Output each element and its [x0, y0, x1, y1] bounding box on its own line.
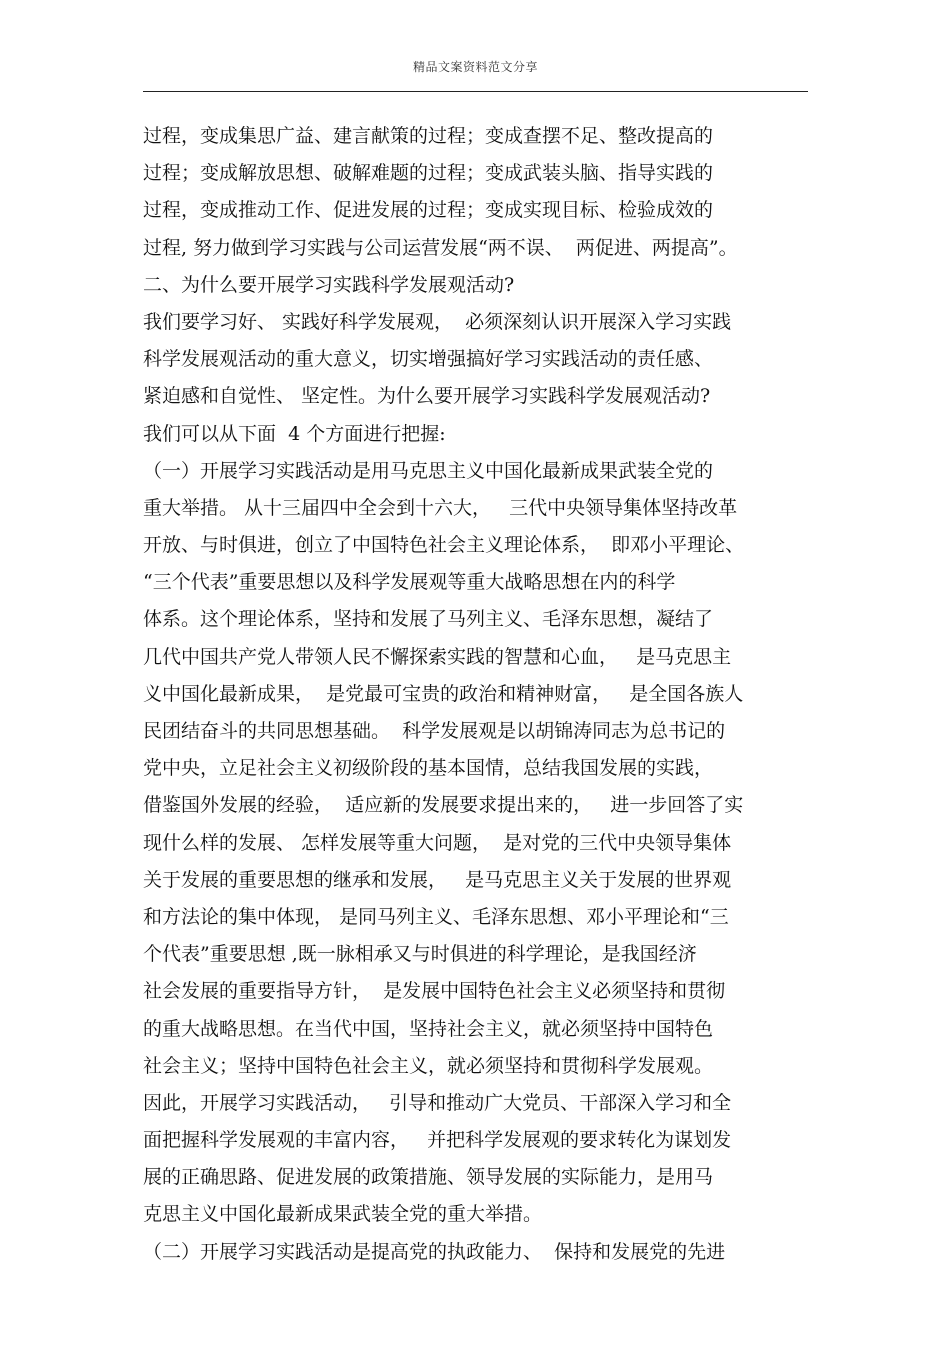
text-line: “三个代表”重要思想以及科学发展观等重大战略思想在内的科学 — [143, 571, 676, 594]
header-divider — [143, 91, 808, 92]
text-line: 几代中国共产党人带领人民不懈探索实践的智慧和心血， 是马克思主 — [143, 645, 732, 668]
text-line: 社会发展的重要指导方针， 是发展中国特色社会主义必须坚持和贯彻 — [143, 980, 726, 1003]
subsection-heading: （二）开展学习实践活动是提高党的执政能力、 保持和发展党的先进 — [143, 1240, 726, 1263]
text-line: 开放、与时俱进，创立了中国特色社会主义理论体系， 即邓小平理论、 — [143, 534, 745, 557]
text-line: 义中国化最新成果， 是党最可宝贵的政治和精神财富， 是全国各族人 — [143, 682, 744, 705]
text-line: 紧迫感和自觉性、 坚定性。为什么要开展学习实践科学发展观活动? — [143, 385, 711, 408]
text-line: 个代表”重要思想 ,既一脉相承又与时俱进的科学理论，是我国经济 — [143, 943, 697, 966]
text-line: 过程，变成集思广益、建言献策的过程；变成查摆不足、整改提高的 — [143, 125, 714, 147]
text-line: 过程, 努力做到学习实践与公司运营发展“两不误、 两促进、两提高”。 — [143, 236, 738, 259]
text-line: 我们要学习好、 实践好科学发展观， 必须深刻认识开展深入学习实践 — [143, 310, 732, 333]
text-line: 克思主义中国化最新成果武装全党的重大举措。 — [143, 1203, 543, 1226]
section-heading: 二、为什么要开展学习实践科学发展观活动? — [143, 273, 515, 296]
text-line: 重大举措。 从十三届四中全会到十六大， 三代中央领导集体坚持改革 — [143, 496, 738, 519]
text-line: 党中央，立足社会主义初级阶段的基本国情，总结我国发展的实践， — [143, 757, 714, 780]
page-header: 精品文案资料范文分享 — [412, 60, 538, 74]
text-line: 展的正确思路、促进发展的政策措施、领导发展的实际能力，是用马 — [143, 1166, 714, 1189]
text-line: 体系。这个理论体系，坚持和发展了马列主义、毛泽东思想，凝结了 — [143, 608, 714, 631]
text-line: 过程；变成解放思想、破解难题的过程；变成武装头脑、指导实践的 — [143, 162, 714, 185]
text-line: 社会主义；坚持中国特色社会主义，就必须坚持和贯彻科学发展观。 — [143, 1054, 714, 1077]
text-line: 过程，变成推动工作、促进发展的过程；变成实现目标、检验成效的 — [143, 199, 714, 222]
text-line: 我们可以从下面 4 个方面进行把握: — [143, 422, 446, 445]
subsection-heading: （一）开展学习实践活动是用马克思主义中国化最新成果武装全党的 — [143, 459, 714, 482]
text-line: 借鉴国外发展的经验， 适应新的发展要求提出来的， 进一步回答了实 — [143, 794, 744, 817]
text-line: 的重大战略思想。在当代中国，坚持社会主义，就必须坚持中国特色 — [143, 1017, 714, 1040]
text-line: 民团结奋斗的共同思想基础。 科学发展观是以胡锦涛同志为总书记的 — [143, 720, 726, 742]
text-line: 面把握科学发展观的丰富内容， 并把科学发展观的要求转化为谋划发 — [143, 1129, 732, 1152]
text-line: 关于发展的重要思想的继承和发展， 是马克思主义关于发展的世界观 — [143, 868, 732, 891]
text-line: 现什么样的发展、 怎样发展等重大问题， 是对党的三代中央领导集体 — [143, 831, 732, 854]
document-body — [143, 118, 823, 1271]
text-line: 和方法论的集中体现， 是同马列主义、毛泽东思想、邓小平理论和“三 — [143, 905, 729, 928]
text-line: 因此，开展学习实践活动， 引导和推动广大党员、干部深入学习和全 — [143, 1091, 732, 1114]
text-line: 科学发展观活动的重大意义，切实增强搞好学习实践活动的责任感、 — [143, 348, 714, 371]
